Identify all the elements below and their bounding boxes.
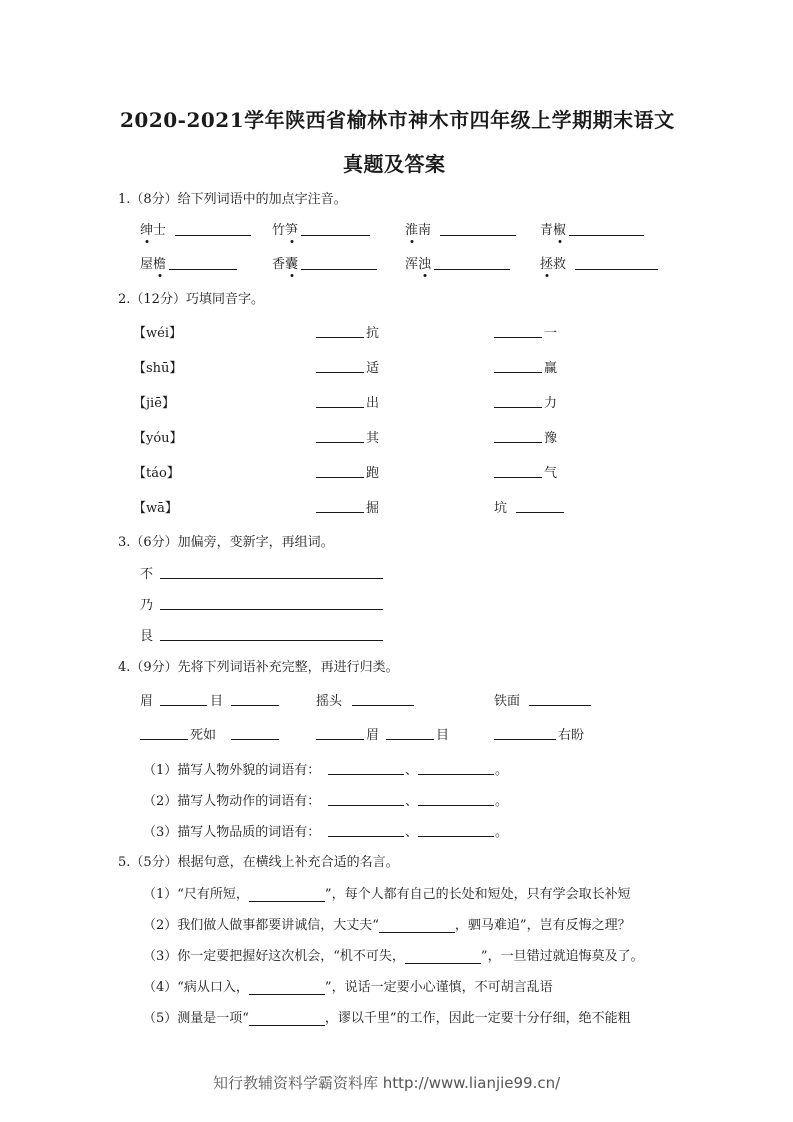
q1-answer-blank[interactable] (440, 221, 516, 236)
q2-char: 抗 (366, 326, 380, 341)
q2-pinyin: 【shū】 (133, 361, 183, 376)
q4-word-part: 目 (210, 694, 224, 709)
q5-heading: 5.（5分）根据句意，在横线上补充合适的名言。 (118, 855, 399, 870)
q4-word-part: 眉 (366, 728, 380, 743)
q4-answer-blank[interactable] (231, 725, 279, 740)
q1-word: 拯救 (540, 253, 566, 272)
q5-item: （5）测量是一项“ ，谬以千里”的工作，因此一定要十分仔细，绝不能粗 (143, 1011, 631, 1026)
q2-pinyin: 【táo】 (133, 466, 180, 481)
q2-char: 力 (544, 396, 558, 411)
q3-char: 艮 (140, 629, 154, 644)
q1-answer-blank[interactable] (434, 255, 510, 270)
q4-answer-blank[interactable] (328, 760, 404, 775)
q2-pinyin: 【wéi】 (133, 326, 182, 341)
q4-answer-blank[interactable] (386, 725, 434, 740)
q2-char: 掘 (366, 501, 380, 516)
q5-item: （3）你一定要把握好这次机会，“机不可失， ”，一旦错过就追悔莫及了。 (143, 949, 644, 964)
q2-pinyin: 【jiē】 (133, 396, 175, 411)
q5-answer-blank[interactable] (249, 1011, 325, 1026)
q1-answer-blank[interactable] (301, 255, 377, 270)
q4-sub: （3）描写人物品质的词语有： (143, 825, 321, 840)
q2-answer-blank[interactable] (316, 393, 364, 408)
q1-word: 屋檐 (140, 253, 166, 272)
q5-answer-blank[interactable] (249, 980, 325, 995)
q4-answer-blank[interactable] (352, 691, 414, 706)
q1-word: 竹笋 (272, 219, 298, 238)
q3-answer-blank[interactable] (160, 626, 383, 641)
q1-answer-blank[interactable] (175, 221, 251, 236)
q1-answer-blank[interactable] (169, 255, 237, 270)
q4-answer-blank[interactable] (529, 691, 591, 706)
q2-answer-blank[interactable] (316, 463, 364, 478)
q4-word-part: 铁面 (494, 694, 521, 709)
q1-word: 绅士 (140, 219, 166, 238)
page-title: 2020-2021学年陕西省榆林市神木市四年级上学期期末语文 (120, 108, 675, 132)
q5-answer-blank[interactable] (249, 887, 325, 902)
q2-answer-blank[interactable] (494, 323, 542, 338)
q3-answer-blank[interactable] (160, 595, 383, 610)
q3-char: 乃 (140, 598, 154, 613)
q1-answer-blank[interactable] (575, 255, 658, 270)
q2-pinyin: 【wā】 (133, 501, 178, 516)
q1-word: 青椒 (540, 219, 566, 238)
q1-answer-blank[interactable] (569, 221, 644, 236)
q4-answer-blank[interactable] (160, 691, 207, 706)
q2-answer-blank[interactable] (316, 323, 364, 338)
q4-sep: 、 (405, 794, 419, 809)
q4-end: 。 (495, 763, 509, 778)
q4-word-part: 目 (436, 728, 450, 743)
q1-word: 淮南 (405, 219, 431, 238)
q3-answer-blank[interactable] (160, 564, 383, 579)
q1-heading: 1.（8分）给下列词语中的加点字注音。 (118, 192, 347, 207)
q1-word: 浑浊 (405, 253, 431, 272)
q2-pinyin: 【yóu】 (133, 431, 183, 446)
page-title-line2: 真题及答案 (343, 152, 446, 176)
q1-answer-blank[interactable] (301, 221, 370, 236)
q2-char: 其 (366, 431, 380, 446)
q4-word-part: 眉 (140, 694, 154, 709)
q4-end: 。 (495, 794, 509, 809)
q2-answer-blank[interactable] (516, 498, 564, 513)
q4-word-part: 死如 (190, 728, 217, 743)
q2-char: 气 (544, 466, 558, 481)
q4-answer-blank[interactable] (418, 791, 494, 806)
q2-answer-blank[interactable] (494, 393, 542, 408)
q2-char: 赢 (544, 361, 558, 376)
q4-word-part: 摇头 (316, 694, 343, 709)
q2-char: 豫 (544, 431, 558, 446)
q4-answer-blank[interactable] (418, 760, 494, 775)
q2-heading: 2.（12分）巧填同音字。 (118, 292, 264, 307)
q4-sub: （2）描写人物动作的词语有： (143, 794, 321, 809)
q5-answer-blank[interactable] (379, 918, 455, 933)
q2-char: 跑 (366, 466, 380, 481)
q3-char: 不 (140, 567, 154, 582)
q4-sub: （1）描写人物外貌的词语有： (143, 763, 321, 778)
q4-answer-blank[interactable] (328, 822, 404, 837)
q5-item: （4）“病从口入， ”，说话一定要小心谨慎，不可胡言乱语 (143, 980, 553, 995)
q2-answer-blank[interactable] (494, 428, 542, 443)
q2-answer-blank[interactable] (316, 358, 364, 373)
q4-answer-blank[interactable] (231, 691, 279, 706)
q2-answer-blank[interactable] (316, 428, 364, 443)
q3-heading: 3.（6分）加偏旁，变新字，再组词。 (118, 535, 334, 550)
q2-answer-blank[interactable] (494, 358, 542, 373)
q2-answer-blank[interactable] (316, 498, 364, 513)
q2-char: 坑 (494, 501, 508, 516)
q4-answer-blank[interactable] (328, 791, 404, 806)
q2-char: 适 (366, 361, 380, 376)
q4-answer-blank[interactable] (140, 725, 188, 740)
q5-item: （2）我们做人做事都要讲诚信，大丈夫“ ，驷马难追”，岂有反悔之理？ (143, 918, 631, 933)
q4-word-part: 右盼 (558, 728, 585, 743)
footer-watermark: 知行教辅资料学霸资料库 http://www.lianjie99.cn/ (213, 1074, 561, 1092)
q2-char: 出 (366, 396, 380, 411)
q5-answer-blank[interactable] (405, 949, 481, 964)
q4-answer-blank[interactable] (316, 725, 364, 740)
q2-char: 一 (544, 326, 558, 341)
q2-answer-blank[interactable] (494, 463, 542, 478)
q4-answer-blank[interactable] (418, 822, 494, 837)
q4-heading: 4.（9分）先将下列词语补充完整，再进行归类。 (118, 660, 399, 675)
q4-sep: 、 (405, 763, 419, 778)
q1-word: 香囊 (272, 253, 298, 272)
q5-item: （1）“尺有所短， ”，每个人都有自己的长处和短处，只有学会取长补短 (143, 887, 631, 902)
q4-sep: 、 (405, 825, 419, 840)
q4-end: 。 (495, 825, 509, 840)
q4-answer-blank[interactable] (494, 725, 556, 740)
